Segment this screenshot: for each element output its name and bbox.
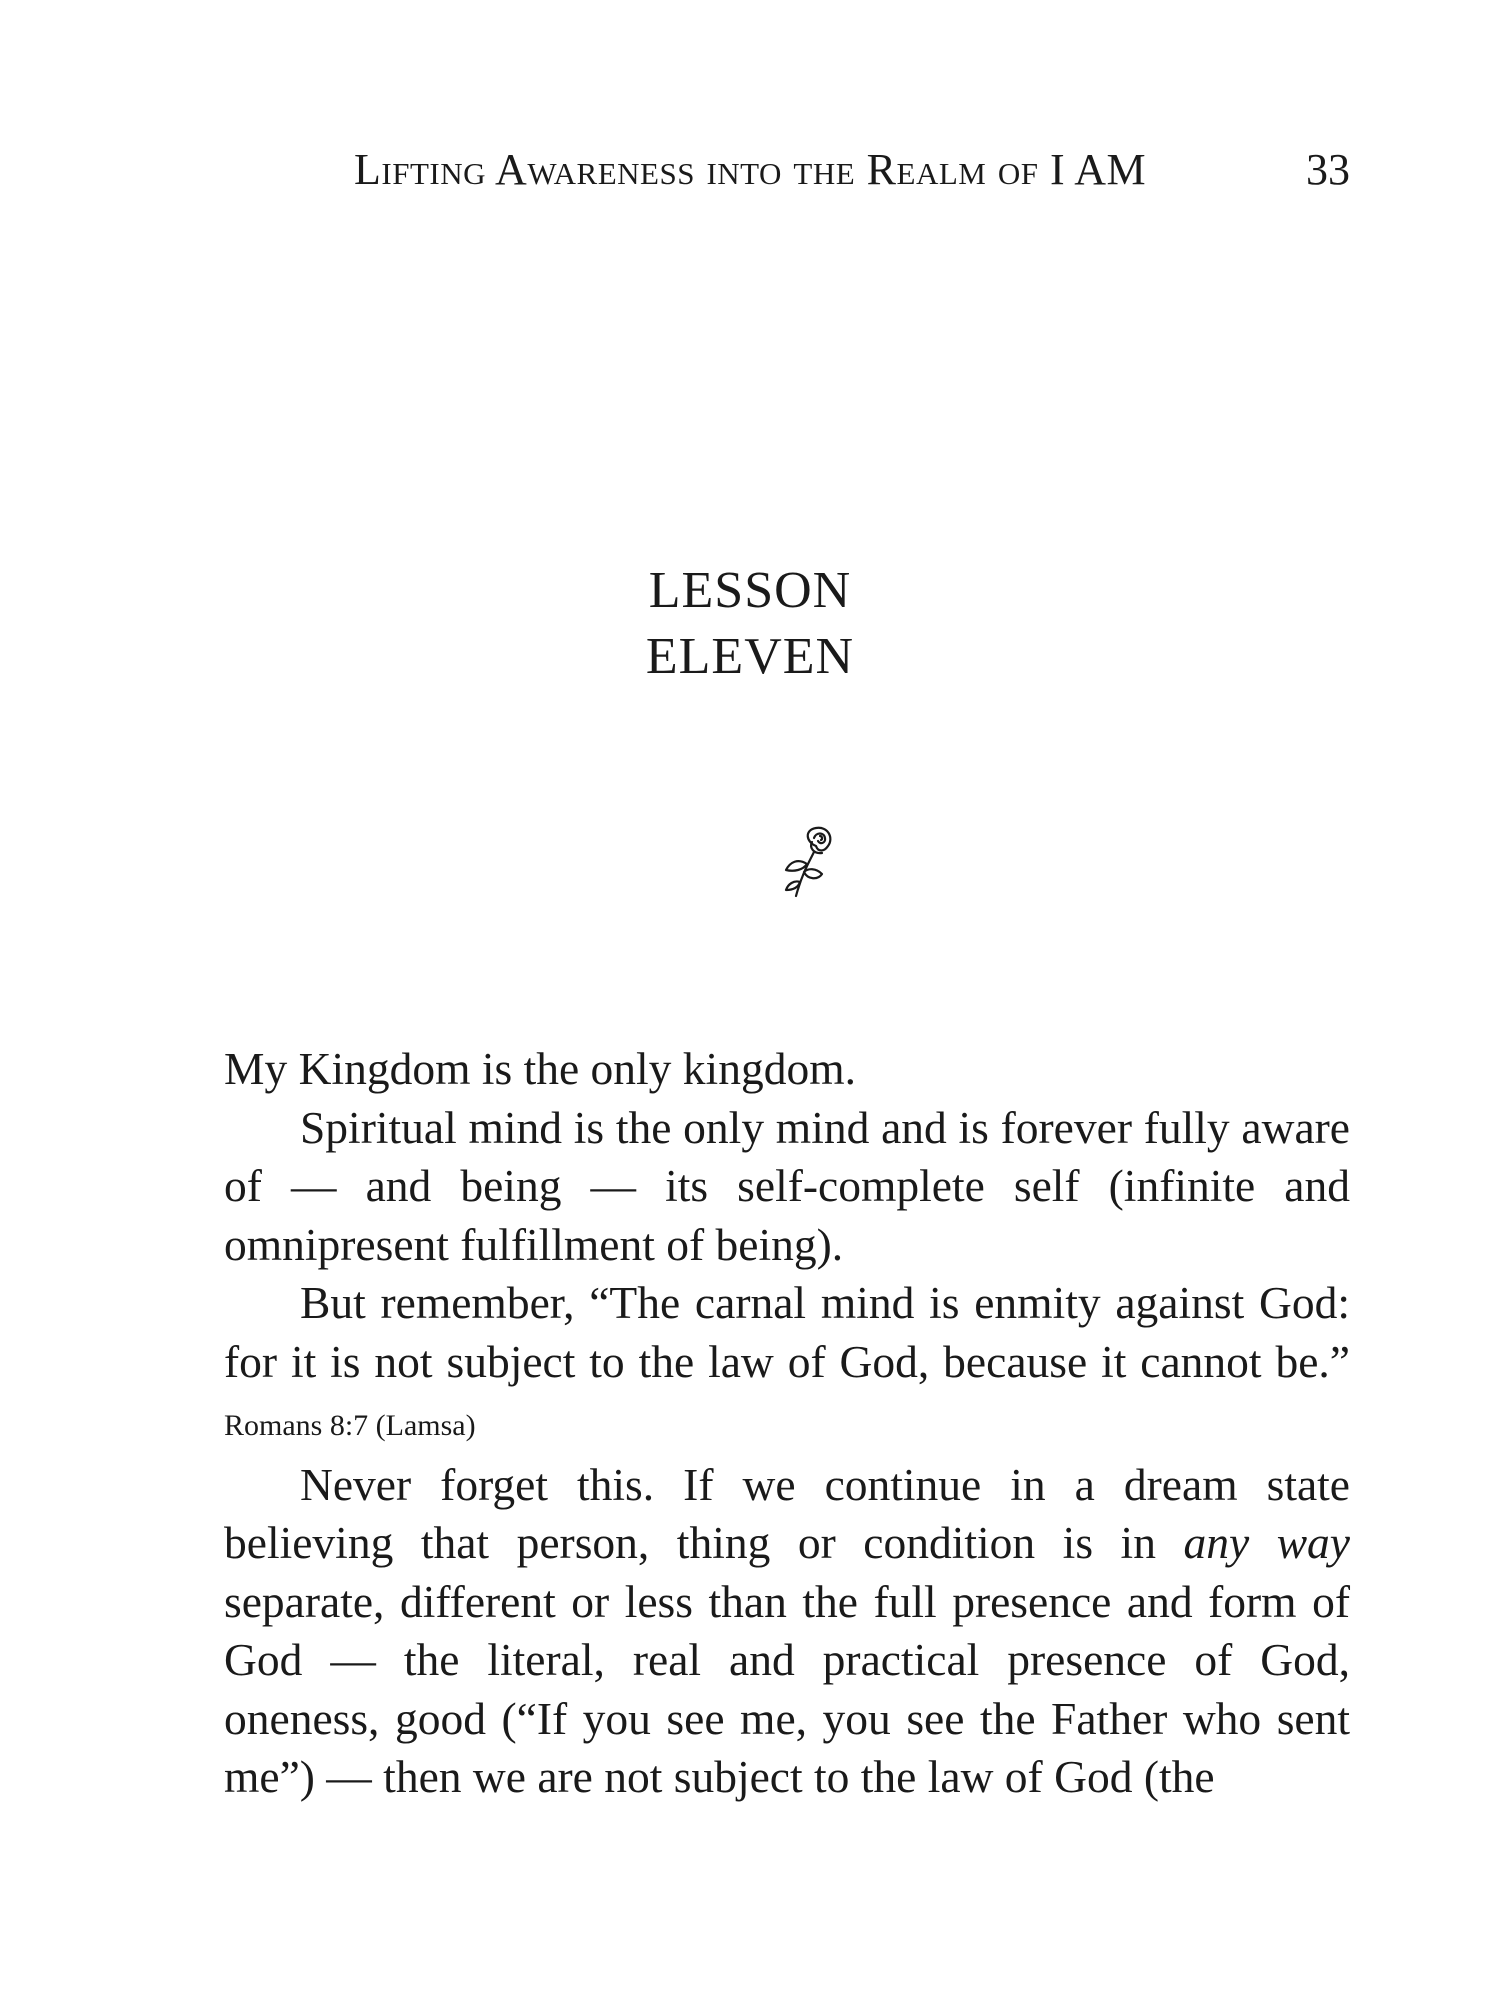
paragraph-4-text-end: separate, different or less than the full presence and form of God — the literal, real and practical presence of God, oneness, good (“If you see me, you see the Father who sent me”) — then we are not subject to the law of God (the <box>224 1575 1350 1802</box>
paragraph-4 <box>224 1456 1350 1807</box>
running-header <box>354 140 1350 200</box>
paragraph-1: My Kingdom is the only kingdom. <box>224 1043 856 1094</box>
lesson-title <box>0 558 1500 690</box>
paragraph-2: Spiritual mind is the only mind and is forever fully aware of — and being — its self-complete self (infinite and omnipresent fulfillment of being). <box>224 1101 1350 1270</box>
running-title: Lifting Awareness into the Realm of I AM <box>354 145 1147 194</box>
rose-icon <box>776 824 840 900</box>
paragraph-4-text-start: Never forget this. If we continue in a dream state believing that person, thing or condition is in <box>224 1458 1350 1568</box>
scripture-citation: Romans 8:7 (Lamsa) <box>224 1409 476 1442</box>
scripture-quote: But remember, “The carnal mind is enmity against God: for it is not subject to the law of God, because it cannot be.” <box>224 1277 1350 1387</box>
lesson-title-line-2: ELEVEN <box>645 628 855 685</box>
page-number: 33 <box>1306 145 1350 194</box>
lesson-body <box>224 1040 1350 1807</box>
lesson-title-line-1: LESSON <box>648 562 852 619</box>
paragraph-3 <box>224 1274 1350 1456</box>
emphasis-any-way: any way <box>1183 1517 1350 1568</box>
